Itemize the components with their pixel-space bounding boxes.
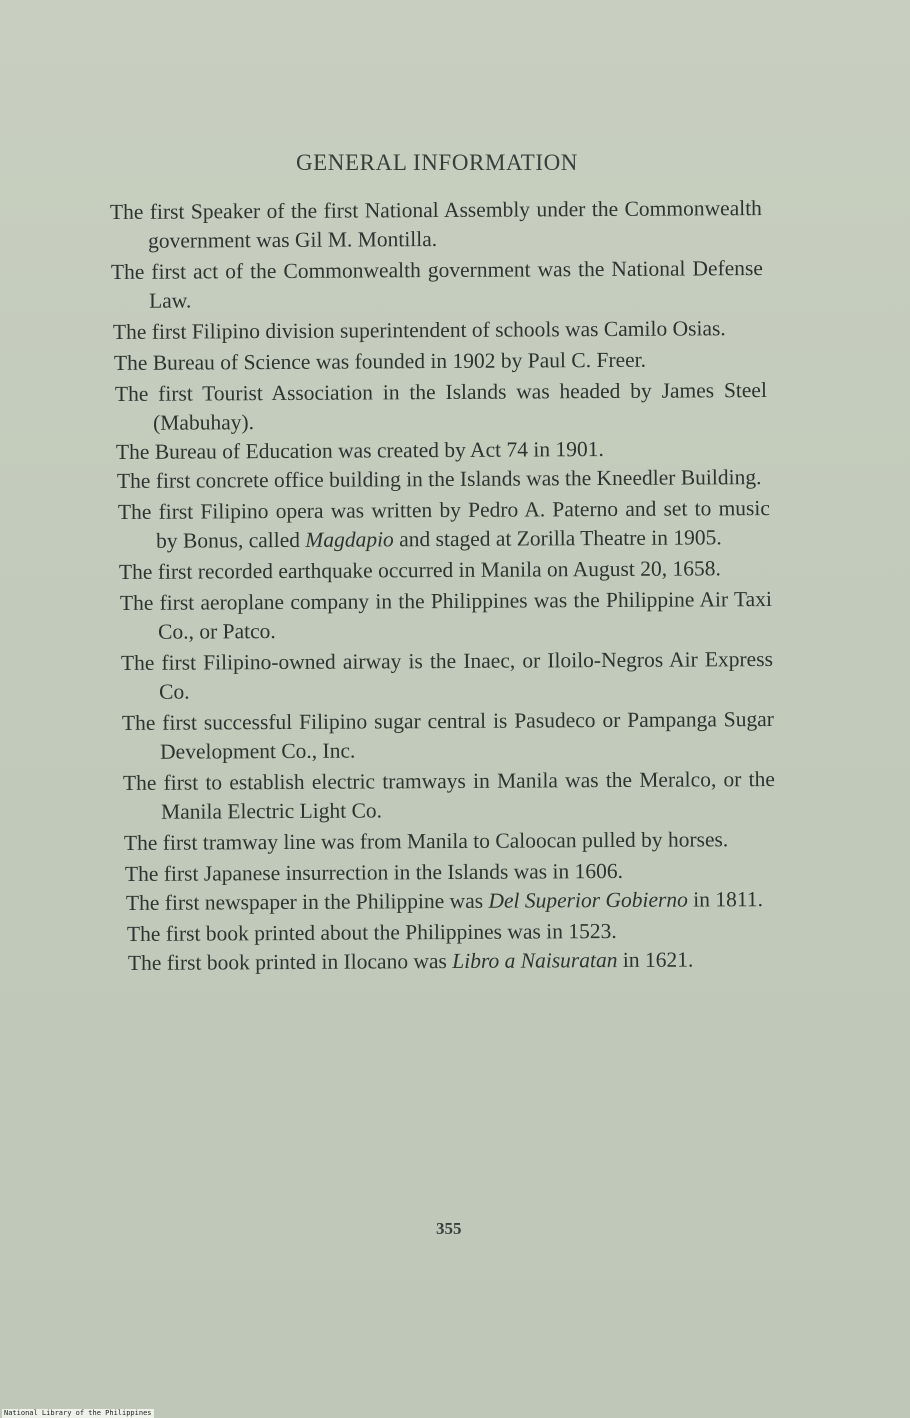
list-item: The first newspaper in the Philippine was Del Superior Gobierno in 1811.	[125, 887, 764, 915]
list-item: The first book printed in Ilocano was Libro a Naisuratan in 1621.	[127, 947, 694, 975]
page-number: 355	[436, 1219, 462, 1238]
list-item: The first to establish electric tramways in Manila was the Meralco, or the Manila Electric Light Co.	[122, 767, 775, 824]
entry-list	[0, 196, 910, 976]
list-item: The first Filipino division superintendent of schools was Camilo Osias.	[112, 316, 726, 344]
list-item: The Bureau of Science was founded in 1902 by Paul C. Freer.	[113, 347, 647, 375]
page-title: GENERAL INFORMATION	[295, 150, 579, 175]
newspaper-title: Del Superior Gobierno	[488, 887, 688, 913]
list-item: The first act of the Commonwealth government was the National Defense Law.	[110, 256, 763, 313]
library-watermark: National Library of the Philippines	[4, 1409, 152, 1417]
list-item: The first successful Filipino sugar central is Pasudeco or Pampanga Sugar Development Co., Inc.	[121, 707, 774, 764]
list-item: The first aeroplane company in the Philippines was the Philippine Air Taxi Co., or Patco.	[119, 587, 772, 644]
book-title: Libro a Naisuratan	[452, 948, 618, 974]
list-item: The first Tourist Association in the Islands was headed by James Steel (Mabuhay).	[114, 378, 767, 435]
opera-title: Magdapio	[305, 527, 394, 552]
list-item: The first book printed about the Philippines was in 1523.	[126, 919, 617, 946]
list-item: The first recorded earthquake occurred in Manila on August 20, 1658.	[118, 556, 721, 584]
list-item: The first tramway line was from Manila to Caloocan pulled by horses.	[123, 827, 729, 855]
list-item: The first Filipino-owned airway is the Inaec, or Iloilo-Negros Air Express Co.	[120, 647, 773, 704]
list-item: The first Filipino opera was written by Pedro A. Paterno and set to music by Bonus, called Magdapio and staged at Zorilla Theatre in 1905.	[117, 496, 770, 553]
list-item: The first concrete office building in the Islands was the Kneedler Building.	[116, 465, 762, 493]
list-item: The Bureau of Education was created by Act 74 in 1901.	[115, 437, 604, 464]
list-item: The first Speaker of the first National Assembly under the Commonwealth government was Gil M. Montilla.	[109, 196, 762, 253]
list-item: The first Japanese insurrection in the Islands was in 1606.	[124, 858, 624, 886]
